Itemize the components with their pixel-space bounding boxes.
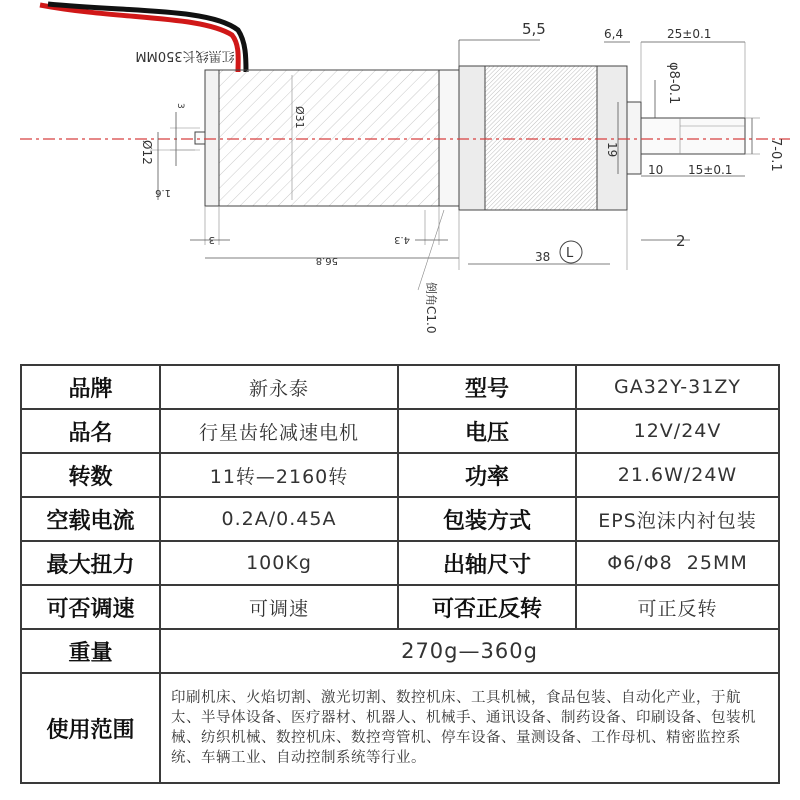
spec-label-brand: 品牌 xyxy=(21,365,160,409)
dim-phi12: Ø12 xyxy=(140,140,154,165)
motor-dimension-drawing xyxy=(0,0,800,360)
chamfer-label: 倒角C1.0 xyxy=(424,282,438,334)
spec-label-speed: 转数 xyxy=(21,453,160,497)
spec-label-power: 功率 xyxy=(398,453,576,497)
spec-value-model: GA32Y-31ZY xyxy=(576,365,779,409)
dim-2: 2 xyxy=(676,232,686,250)
spec-row-speed xyxy=(21,453,779,497)
spec-value-shaft: Φ6/Φ8 25MM xyxy=(576,541,779,585)
spec-label-model: 型号 xyxy=(398,365,576,409)
output-boss xyxy=(627,102,641,174)
dim-3-bottom: 3 xyxy=(208,234,215,245)
spec-value-current: 0.2A/0.45A xyxy=(160,497,398,541)
spec-value-usage: 印刷机床、火焰切割、激光切割、数控机床、工具机械，食品包装、自动化产业，于航太、半导体设备、医疗器材、机器人、机械手、通讯设备、制药设备、印刷设备、包装机械、纺织机械、数控机床、数控弯管机、停车设备、量测设备、工作母机、精密监控系统、车辆工业、自动控制系统等行业。 xyxy=(160,673,779,783)
dim-5-5: 5,5 xyxy=(522,20,546,38)
spec-label-current: 空载电流 xyxy=(21,497,160,541)
spec-row-product xyxy=(21,409,779,453)
dim-1-6: 1.6 xyxy=(155,187,171,198)
dim-6-4: 6,4 xyxy=(604,27,624,41)
dim-15: 15±0.1 xyxy=(688,163,733,177)
spec-label-usage: 使用范围 xyxy=(21,673,160,783)
dim-38: 38 xyxy=(535,250,551,264)
spec-row-brand xyxy=(21,365,779,409)
spec-value-brand: 新永泰 xyxy=(160,365,398,409)
wire-length-label: 红黑线长350MM xyxy=(135,48,235,63)
spec-value-reversible: 可正反转 xyxy=(576,585,779,629)
output-shaft xyxy=(641,118,745,154)
dim-3-top: 3 xyxy=(175,103,185,109)
spec-label-packaging: 包装方式 xyxy=(398,497,576,541)
motor-body xyxy=(219,70,439,206)
spec-label-shaft: 出轴尺寸 xyxy=(398,541,576,585)
spec-value-packaging: EPS泡沫内衬包装 xyxy=(576,497,779,541)
spec-label-product: 品名 xyxy=(21,409,160,453)
spec-label-weight: 重量 xyxy=(21,629,160,673)
spec-label-voltage: 电压 xyxy=(398,409,576,453)
dim-25: 25±0.1 xyxy=(667,27,712,41)
dim-L: L xyxy=(566,246,574,261)
dim-19: 19 xyxy=(605,142,619,158)
spec-value-power: 21.6W/24W xyxy=(576,453,779,497)
spec-row-usage xyxy=(21,673,779,783)
spec-label-reversible: 可否正反转 xyxy=(398,585,576,629)
spec-value-speed-adjust: 可调速 xyxy=(160,585,398,629)
spec-row-current xyxy=(21,497,779,541)
dim-10: 10 xyxy=(648,163,664,177)
motor-end-cap xyxy=(205,70,219,206)
spec-value-torque: 100Kg xyxy=(160,541,398,585)
spec-value-product: 行星齿轮减速电机 xyxy=(160,409,398,453)
spec-label-torque: 最大扭力 xyxy=(21,541,160,585)
spec-row-torque xyxy=(21,541,779,585)
spec-row-weight xyxy=(21,629,779,673)
spec-table xyxy=(20,364,780,784)
dim-4-3: 4.3 xyxy=(394,234,410,245)
dim-phi8: φ8-0.1 xyxy=(666,62,681,105)
spec-value-speed: 11转—2160转 xyxy=(160,453,398,497)
dim-56-8: 56.8 xyxy=(315,255,338,266)
spec-label-speed-adjust: 可否调速 xyxy=(21,585,160,629)
spec-row-adjust xyxy=(21,585,779,629)
spec-value-voltage: 12V/24V xyxy=(576,409,779,453)
gearbox-body xyxy=(459,66,485,210)
spec-value-weight: 270g—360g xyxy=(160,629,779,673)
dim-phi31: Ø31 xyxy=(293,106,306,129)
dim-7: 7-0.1 xyxy=(768,138,783,172)
